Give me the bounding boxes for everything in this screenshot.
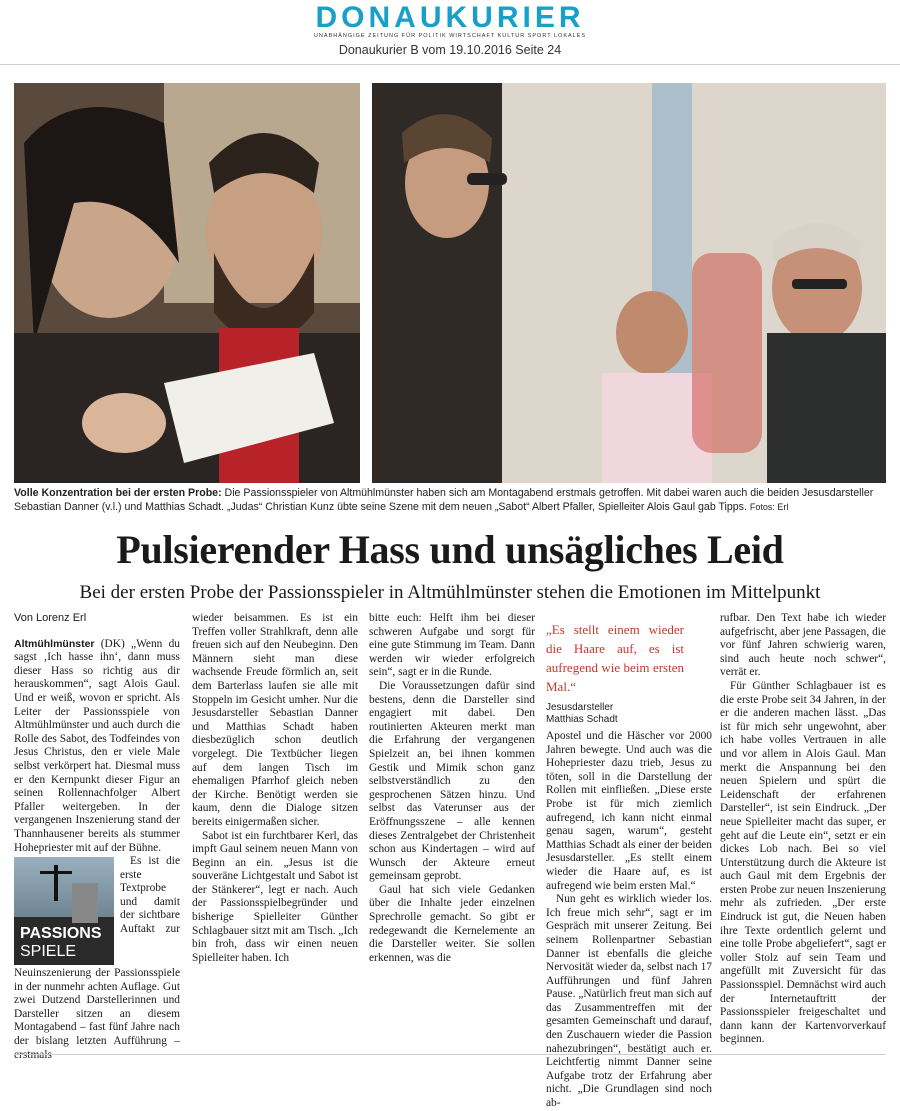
photo-credit: Fotos: Erl <box>749 502 789 512</box>
article-column-2 <box>192 612 358 965</box>
photo-left-illustration <box>14 83 360 483</box>
paragraph: Es ist die erste Textprobe und damit der sichtbare Auftakt zur Neuinszenierung der Passionsspiele in der nunmehr achten Auflage. Gut zwei Dutzend Darstellerinnen und Darsteller sitzen an diesem Montagabend – fast fünf Jahre nach der bislang letzten Aufführung – erstmals <box>14 855 180 1061</box>
passionsspiele-logo <box>14 857 114 965</box>
dateline: Altmühlmünster <box>14 637 95 650</box>
logo-text-passions: PASSIONS <box>20 925 102 943</box>
paragraph: Nun geht es wirklich wieder los. Ich freue mich sehr“, sagt er im Gespräch mit unserer Zeitung. Bei seinem Rollenpartner Sebastian Danner ist ebenfalls die gleiche Nervosität wieder da, selbst nach 17 Aufführungen und fünf Jahren Pause. „Natürlich freut man sich auf das Zusammentreffen mit der gesamten Gemeinschaft und darauf, den Zuschauern wieder die Passion nahezubringen“, bestätigt auch er. Leichtfertig nimmt Danner seine Aufgabe trotz der Erfahrung aber nicht. „Die Grundlagen sind noch ab- <box>546 893 712 1110</box>
article-column-4 <box>546 612 712 1111</box>
pullquote-attribution <box>546 702 684 726</box>
logo-sky <box>14 857 114 917</box>
logo-text-spiele: SPIELE <box>20 943 77 961</box>
photo-jesus-actors <box>14 83 360 483</box>
byline: Von Lorenz Erl <box>14 612 87 624</box>
paragraph: Für Günther Schlagbauer ist es die erste Probe seit 34 Jahren, in der er die anderen machen lässt. „Das ist für mich sehr ungewohnt, aber ich habe volles Vertrauen in alle und vor allem in Alois Gaul. Man merkt die Anspannung bei den neuen Spielern und spürt die Leidenschaft der erfahrenen Darsteller“, ist sein Eindruck. „Der neue Spielleiter macht das super, er geht auf die Leute ein“, setzt er ein dickes Lob nach. Bei so viel Unterstützung durch die Akteure ist auch Gaul mit dem Ergebnis der ersten Probe zur neuen Inszenierung mehr als zufrieden. „Der erste Eindruck ist gut, die Neuen haben ihre Texte ordentlich gelernt und eine tolle Probe abgeliefert“, sagt er voller Stolz auf sein Team und angefüllt mit Zuversicht für das Passionsspiel. Demnächst wird auch der Internetauftritt der Passionsspieler freigeschaltet und dann kann der Kartenvorverkauf beginnen. <box>720 679 886 1046</box>
pullquote-text: „Es stellt einem wieder die Haare auf, es ist aufregend wie beim ersten Mal.“ <box>546 622 684 694</box>
article-column-5 <box>720 612 886 1047</box>
masthead <box>0 0 900 65</box>
paragraph: rufbar. Den Text habe ich wieder aufgefrischt, aber jene Passagen, die vor fünf Jahren schwierig waren, sind auch heute noch schwer“, verrät er. <box>720 612 886 679</box>
article-body <box>14 612 886 1110</box>
church-icon <box>72 883 98 923</box>
paragraph <box>14 638 180 856</box>
paragraph: Gaul hat sich viele Gedanken über die Inhalte jeder einzelnen Sprechrolle gemacht. So gibt er redegewandt die Kernelemente an die Darsteller weiter. Sie sollen erkennen, was die <box>369 883 535 964</box>
paragraph: wieder beisammen. Es ist ein Treffen voller Strahlkraft, denn alle freuen sich auf den Neubeginn. Den Männern sieht man diese wachsende Freude förmlich an, seit dem Barterlass laufen sie alle mit Stoppeln im Gesicht umher. Nur die Jesusdarsteller Sebastian Danner und Matthias Schadt haben diesbezüglich schon deutlich vorgelegt. Die Textbücher liegen auf dem langen Tisch im ehemaligen Pfarrhof gleich neben der Kirche. Benötigt werden sie kaum, denn die Dialoge sitzen bereits einigermaßen sicher. <box>192 612 358 828</box>
bottom-rule <box>14 1054 886 1055</box>
paragraph: Die Voraussetzungen dafür sind bestens, denn die Darsteller sind engagiert mit dabei. Den routinierten Akteuren merkt man die Erfahrung der vergangenen Spielzeit an, bei ihnen kommen Gestik und Mimik schon ganz selbstverständlich zu den gesprochenen Sätzen hinzu. Und selbst das Vaterunser aus der Eröffnungsszene – alle kennen dieses Zentralgebet der Christenheit schon aus Kindertagen – wird auf Wunsch der Akteure erneut gemeinsam geprobt. <box>369 679 535 883</box>
article-column-3 <box>369 612 535 965</box>
pullquote-role: Jesusdarsteller <box>546 702 614 713</box>
pullquote <box>546 620 684 726</box>
headline: Pulsierender Hass und unsägliches Leid <box>116 527 784 572</box>
crucifix-bar-icon <box>40 871 72 874</box>
photo-caption <box>14 486 886 514</box>
caption-lead: Volle Konzentration bei der ersten Probe: <box>14 487 222 499</box>
newspaper-logo: DONAUKURIER <box>315 1 585 34</box>
pullquote-name: Matthias Schadt <box>546 714 618 725</box>
paragraph: Sabot ist ein furchtbarer Kerl, das impft Gaul seinem neuen Mann von Beginn an ein. „Jesus ist die souveräne Lichtgestalt und Sabot ist der Stänkerer“, legt er nach. Auch der Passionsspielbegründer und bisherige Spielleiter Günther Schlagbauer sitzt mit am Tisch. „Ich bin froh, dass wir einen neuen Spielleiter haben. Ich <box>192 829 358 964</box>
photo-area <box>14 83 886 483</box>
paragraph: bitte euch: Helft ihm bei dieser schweren Aufgabe und sorgt für eine gute Stimmung im Team. Dann werden wir wieder erfolgreich sein“, sagt er in die Runde. <box>369 612 535 679</box>
issue-line: Donaukurier B vom 19.10.2016 Seite 24 <box>338 43 562 57</box>
paragraph: Apostel und die Häscher vor 2000 Jahren bewegte. Und auch was die Hohepriester dazu trieb, Jesus zu töten, soll in die Darstellung der Rollen mit einfließen. „Diese erste Probe ist für mich ziemlich aufregend, ich kann nicht einmal genau sagen, warum“, gesteht Matthias Schadt als einer der beiden Jesusdarsteller. „Es stellt einem wieder die Haare auf, es ist aufregend wie beim ersten Mal.“ <box>546 730 712 892</box>
caption-text: Die Passionsspieler von Altmühlmünster haben sich am Montagabend erstmals getroffen. Mit dabei waren auch die beiden Jesusdarsteller Sebastian Danner (v.l.) und Matthias Schadt. „Judas“ Christian Kunz übte seine Szene mit dem neuen „Sabot“ Albert Pfaller, Spielleiter Alois Gaul gab Tipps. <box>14 487 874 513</box>
photo-judas-sabot <box>372 83 886 483</box>
photo-right-illustration <box>372 83 886 483</box>
subheadline: Bei der ersten Probe der Passionsspieler in Altmühlmünster stehen die Emotionen im Mittelpunkt <box>79 582 821 603</box>
paragraph-text: (DK) „Wenn du sagst ‚Ich hasse ihn‘, dann muss dieser Hass so richtig aus dir herauskommen“, sagt Alois Gaul. Und er weiß, wovon er spricht. Als Leiter der Passionsspiele von Altmühlmünster und auch durch die Rolle des Sabot, des Todfeindes von Jesus Christus, den er viele Male selbst verkörpert hat. Diesmal muss er den Kernpunkt dieser Figur an seinen Rollennachfolger Albert Pfaller weitergeben. In der vergangenen Inszenierung stand der Thannhausener bereits als stummer Hohepriester mit auf der Bühne. <box>14 637 180 854</box>
article-column-1 <box>14 612 180 1062</box>
newspaper-tagline: UNABHÄNGIGE ZEITUNG FÜR POLITIK WIRTSCHAFT KULTUR SPORT LOKALES <box>313 33 587 39</box>
